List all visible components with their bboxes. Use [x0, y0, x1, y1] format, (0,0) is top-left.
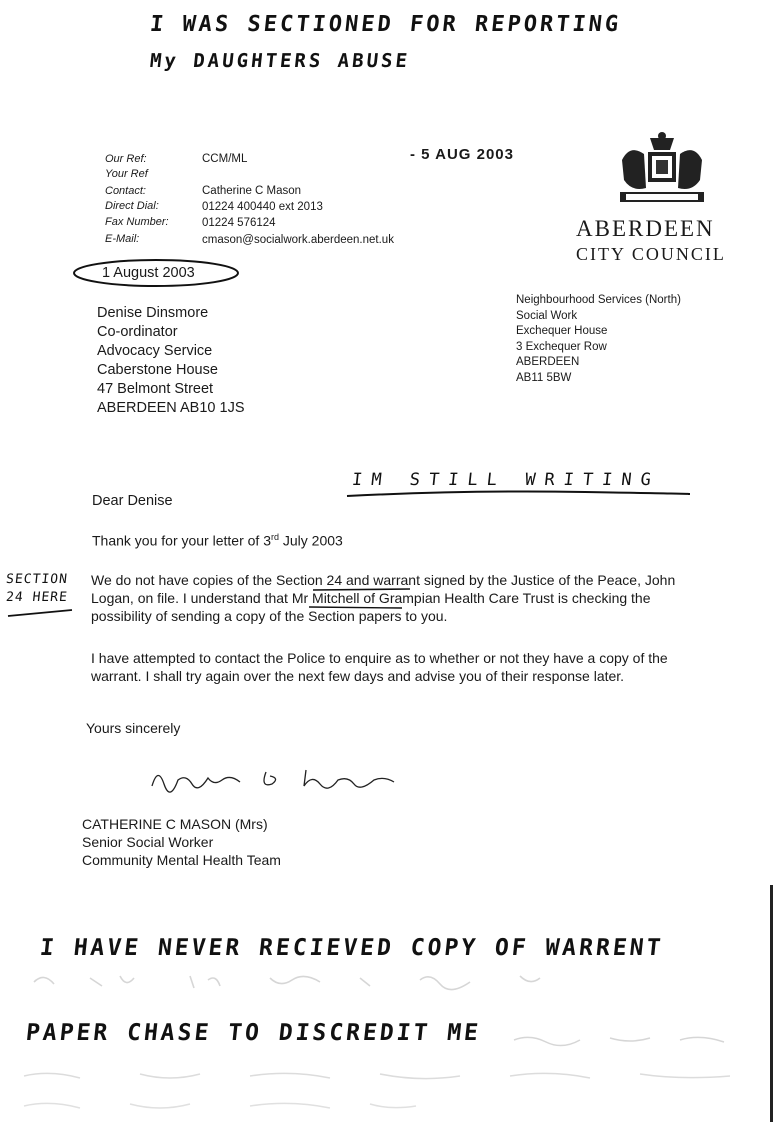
ref-label-contact: Contact: — [105, 185, 146, 197]
body-paragraph-1: We do not have copies of the Section 24 and warrant signed by the Justice of the Peace, John Logan, on file. I understand that Mr Mitchell of Grampian Health Care Trust is checking the possibility of sending a copy of the Section papers to you. — [91, 572, 676, 624]
thanks-ordinal: rd — [270, 532, 279, 542]
margin-arrow-line — [6, 606, 76, 620]
ref-label-direct-dial: Direct Dial: — [105, 200, 159, 212]
signatory-title: Senior Social Worker — [82, 834, 214, 850]
handwritten-still-writing: IM STILL WRITING — [350, 470, 661, 490]
recipient-line: 47 Belmont Street — [97, 381, 214, 397]
body-paragraph-2: I have attempted to contact the Police to enquire as to whether or not they have a copy of the warrant. I shall try again over the next few days and advise you of their response later. — [91, 650, 668, 684]
handwritten-bottom-line3: PAPER CHASE TO DISCREDIT ME — [24, 1020, 483, 1046]
section-24-underline — [312, 585, 412, 593]
recipient-address — [97, 304, 245, 418]
faint-pencil-line-5 — [20, 1096, 420, 1116]
salutation: Dear Denise — [92, 493, 173, 509]
closing: Yours sincerely — [86, 720, 181, 736]
thanks-text-end: July 2003 — [279, 532, 343, 549]
signatory-block — [82, 815, 281, 869]
ref-value-fax-number: 01224 576124 — [202, 217, 276, 229]
ref-label-our-ref: Our Ref: — [105, 153, 147, 165]
ref-value-direct-dial: 01224 400440 ext 2013 — [202, 201, 323, 213]
thanks-line — [92, 532, 343, 549]
ref-value-email: cmason@socialwork.aberdeen.net.uk — [202, 234, 394, 246]
council-name-line1: ABERDEEN — [576, 216, 715, 241]
recipient-line: Co-ordinator — [97, 324, 178, 340]
still-writing-underline — [345, 486, 690, 500]
faint-pencil-line-4 — [20, 1066, 740, 1088]
ref-value-our-ref: CCM/ML — [202, 153, 248, 165]
recipient-line: Advocacy Service — [97, 343, 213, 359]
department-address — [516, 293, 681, 386]
signature — [148, 764, 408, 799]
recipient-line: Caberstone House — [97, 362, 218, 378]
council-crest-icon — [612, 130, 712, 210]
faint-pencil-line-3 — [510, 1030, 730, 1050]
handwritten-header-line2: My DAUGHTERS ABUSE — [148, 50, 412, 72]
department-address-line: Exchequer House — [516, 325, 608, 337]
signatory-team: Community Mental Health Team — [82, 852, 281, 868]
handwritten-header-line1: I WAS SECTIONED FOR REPORTING — [148, 12, 623, 37]
department-address-line: ABERDEEN — [516, 356, 580, 368]
received-date-stamp: - 5 AUG 2003 — [410, 146, 514, 163]
department-address-line: Neighbourhood Services (North) — [516, 294, 681, 306]
recipient-line: Denise Dinsmore — [97, 305, 209, 321]
council-name-line2: CITY COUNCIL — [576, 244, 726, 264]
department-address-line: AB11 5BW — [516, 371, 572, 384]
margin-note-section: SECTION — [5, 572, 69, 587]
signature-scribble — [148, 764, 408, 794]
thanks-text: Thank you for your letter of 3 — [92, 532, 271, 549]
margin-note-24-here: 24 HERE — [5, 590, 69, 605]
letter-date: 1 August 2003 — [102, 265, 195, 281]
ref-value-contact: Catherine C Mason — [202, 185, 302, 197]
understand-underline — [308, 603, 404, 611]
handwritten-bottom-line1: I HAVE NEVER RECIEVED COPY OF WARRENT — [38, 935, 665, 961]
signatory-name: CATHERINE C MASON (Mrs) — [82, 816, 268, 832]
recipient-line: ABERDEEN AB10 1JS — [97, 400, 245, 416]
department-address-line: 3 Exchequer Row — [516, 340, 607, 353]
ref-label-fax-number: Fax Number: — [105, 216, 169, 228]
ref-label-email: E-Mail: — [105, 233, 140, 245]
department-address-line: Social Work — [516, 309, 578, 322]
ref-label-your-ref: Your Ref — [105, 168, 148, 180]
faint-pencil-line-1 — [30, 970, 550, 994]
